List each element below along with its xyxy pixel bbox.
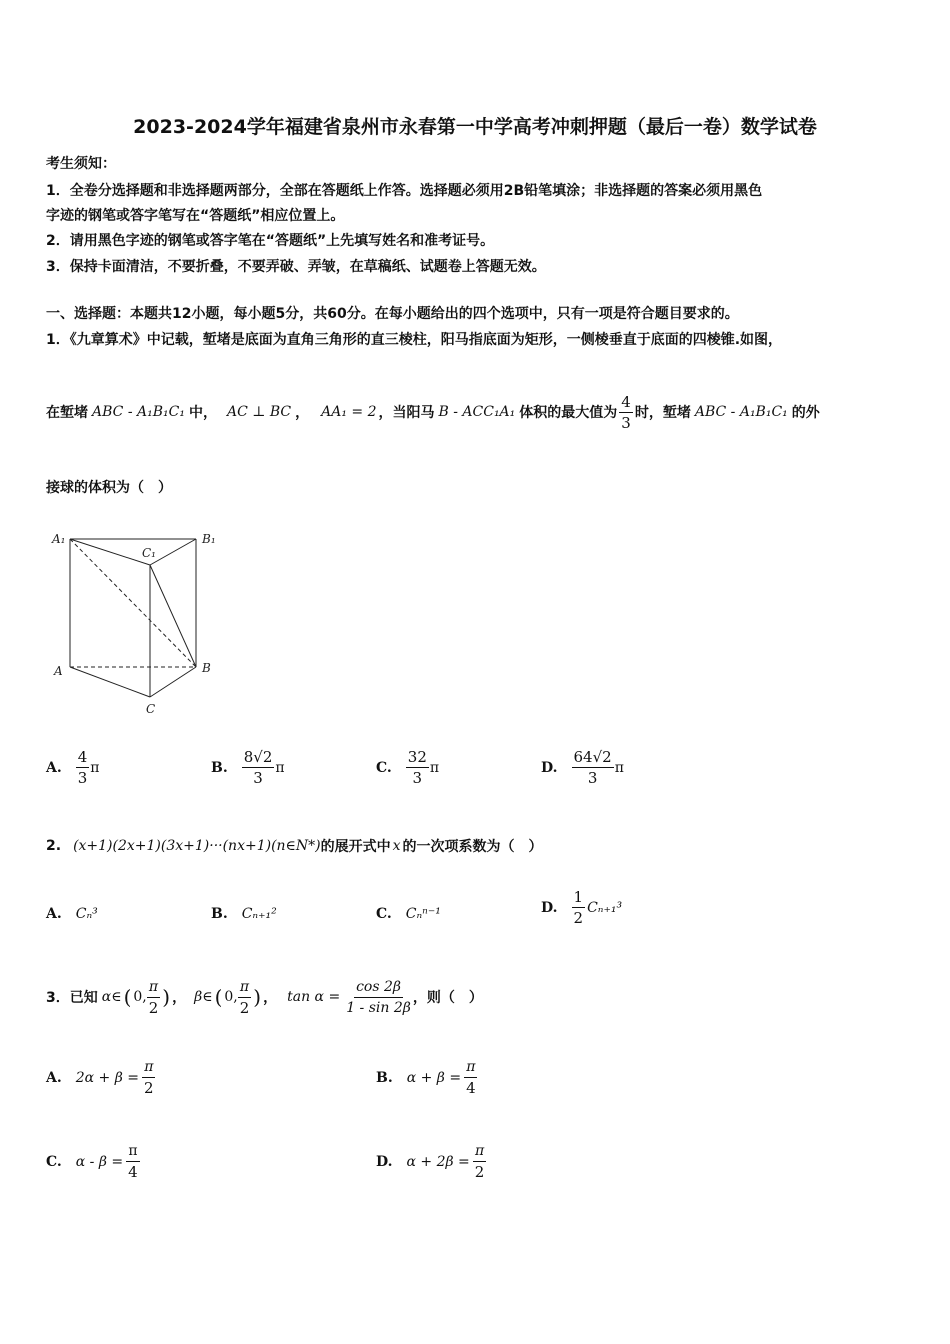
fraction-denominator: 3 (621, 413, 631, 432)
option-label: B. (211, 906, 228, 922)
option-fraction (126, 1142, 140, 1181)
q3-stem (46, 972, 483, 1022)
q3-interval-left: 0, (224, 989, 238, 1005)
q2-text: 的展开式中 (320, 839, 391, 855)
label-b1: B₁ (202, 532, 216, 546)
option-fraction (242, 748, 275, 787)
option-label: C. (376, 759, 392, 776)
option-label: B. (376, 1069, 393, 1086)
q2-math-var: x (392, 838, 401, 854)
q1-text: 体积的最大值为 (519, 405, 618, 421)
q3-tan-fraction (344, 978, 413, 1017)
q1-text: 时，堑堵 (634, 405, 691, 421)
fraction-numerator: 32 (407, 748, 427, 766)
fraction-denominator: 4 (466, 1079, 476, 1097)
option-fraction (76, 748, 90, 787)
notice-item-3: 3．保持卡面清洁，不要折叠，不要弄破、弄皱，在草稿纸、试题卷上答题无效。 (46, 259, 546, 275)
option-suffix: π (429, 759, 440, 776)
notice-item-1-cont: 字迹的钢笔或答字笔写在“答题纸”相应位置上。 (46, 208, 345, 224)
option-value: Cₙ₊₁² (241, 906, 277, 922)
prism-figure (48, 525, 228, 720)
edge-c1b (150, 565, 196, 667)
fraction-denominator: 1 - sin 2β (346, 999, 411, 1016)
question-number: 2. (46, 838, 62, 854)
option-label: C. (376, 906, 392, 922)
fraction-numerator: π (464, 1058, 477, 1078)
notice-item-1: 1．全卷分选择题和非选择题两部分，全部在答题纸上作答。选择题必须用2B铅笔填涂；非选择题的答案必须用黑色 (46, 183, 763, 199)
option-fraction (473, 1142, 487, 1181)
q1-volume-fraction (619, 393, 633, 432)
edge-a1c1 (70, 539, 150, 565)
fraction-denominator: 3 (587, 769, 598, 787)
option-label: A. (46, 1069, 62, 1086)
edge-a1b-hidden (70, 539, 196, 667)
option-suffix: π (275, 759, 285, 776)
fraction-denominator: 3 (77, 769, 88, 787)
option-fraction (572, 748, 614, 787)
edge-b1c1 (150, 539, 196, 565)
option-value: Cₙⁿ⁻¹ (405, 906, 441, 922)
fraction-numerator: π (126, 1142, 139, 1162)
q1-stem-line1: 1．《九章算术》中记载，堑堵是底面为直角三角形的直三棱柱，阳马指底面为矩形，一侧棱垂直于底面的四棱锥.如图， (46, 332, 783, 348)
q1-math-perp: AC ⊥ BC (226, 404, 292, 420)
fraction-denominator: 2 (148, 998, 159, 1017)
q1-text: ，当阳马 (378, 405, 435, 421)
label-c1: C₁ (142, 546, 156, 560)
q1-option-c[interactable] (376, 748, 439, 787)
q1-text: 中， (188, 405, 217, 421)
q1-stem-line3: 接球的体积为（ ） (46, 480, 172, 496)
q3-text: ，则（ ） (412, 990, 483, 1006)
notice-item-2: 2．请用黑色字迹的钢笔或答字笔在“答题纸”上先填写姓名和准考证号。 (46, 233, 495, 249)
fraction-numerator: π (238, 978, 251, 998)
option-suffix: π (90, 759, 100, 776)
q2-stem (46, 828, 543, 864)
paren-open: ( (214, 985, 223, 1009)
fraction-denominator: 2 (474, 1163, 485, 1181)
q1-stem-line2 (46, 388, 820, 436)
option-lhs: 2α + β = (75, 1069, 140, 1086)
option-suffix: π (614, 759, 624, 776)
fraction-denominator: 2 (239, 998, 250, 1017)
q3-text: 3．已知 (46, 990, 98, 1006)
q1-math-aa1: AA₁ = 2 (321, 404, 377, 420)
fraction-denominator: 4 (128, 1163, 138, 1181)
label-a: A (54, 664, 63, 678)
q3-option-b[interactable] (376, 1058, 478, 1097)
option-fraction (406, 748, 429, 787)
label-c: C (146, 702, 156, 716)
q3-interval-left: 0, (133, 989, 147, 1005)
q3-option-a[interactable] (46, 1058, 156, 1097)
label-a1: A₁ (52, 532, 66, 546)
fraction-denominator: 3 (412, 769, 423, 787)
option-label: A. (46, 759, 62, 776)
q1-math-pyramid: B - ACC₁A₁ (438, 404, 516, 420)
fraction-denominator: 3 (253, 769, 263, 787)
q3-math-beta-in: β∈ (194, 989, 213, 1005)
paren-close: ) (162, 985, 171, 1009)
fraction-numerator: 4 (621, 392, 631, 411)
edge-ac (70, 667, 150, 697)
q1-option-b[interactable] (211, 748, 285, 787)
q3-text: ， (172, 990, 187, 1006)
paren-open: ( (123, 985, 132, 1009)
fraction-denominator: 2 (144, 1079, 154, 1097)
page-title: 2023-2024学年福建省泉州市永春第一中学高考冲刺押题（最后一卷）数学试卷 (133, 116, 817, 138)
option-lhs: α + β = (406, 1069, 462, 1086)
fraction-denominator: 2 (573, 909, 584, 927)
q3-math-tan: tan α = (287, 989, 341, 1005)
q3-math-alpha-in: α∈ (101, 989, 122, 1005)
option-fraction (572, 888, 586, 927)
q1-text: 的外 (791, 405, 820, 421)
notice-heading: 考生须知： (46, 156, 116, 172)
paren-close: ) (253, 985, 262, 1009)
option-fraction (142, 1058, 156, 1097)
option-label: C. (46, 1153, 62, 1170)
q3-text: ， (263, 990, 278, 1006)
q2-math-expression: (x+1)(2x+1)(3x+1)···(nx+1)(n∈N*) (73, 838, 321, 854)
q2-option-b[interactable] (211, 906, 277, 922)
section-heading: 一、选择题：本题共12小题，每小题5分，共60分。在每小题给出的四个选项中，只有一项是符合题目要求的。 (46, 306, 739, 322)
fraction-numerator: π (473, 1142, 486, 1162)
fraction-numerator: π (147, 978, 160, 998)
q3-interval-fraction (147, 978, 161, 1017)
option-label: B. (211, 759, 228, 776)
option-lhs: α + 2β = (406, 1153, 470, 1170)
q1-text: ， (295, 405, 310, 421)
q1-math-prism: ABC - A₁B₁C₁ (92, 404, 185, 420)
q3-option-c[interactable] (46, 1142, 140, 1181)
option-label: D. (541, 899, 558, 916)
option-value: Cₙ₊₁³ (587, 899, 623, 916)
q1-option-d[interactable] (541, 748, 624, 787)
fraction-numerator: 4 (77, 748, 88, 766)
q2-option-c[interactable] (376, 906, 441, 922)
option-label: D. (376, 1153, 393, 1170)
q2-text: 的一次项系数为（ ） (402, 839, 543, 855)
q1-math-prism: ABC - A₁B₁C₁ (694, 404, 788, 420)
option-lhs: α - β = (75, 1153, 124, 1170)
option-label: D. (541, 759, 558, 776)
option-label: A. (46, 906, 62, 922)
option-value: Cₙ³ (75, 906, 98, 922)
q3-option-d[interactable] (376, 1142, 486, 1181)
q3-interval-fraction (238, 978, 252, 1017)
fraction-numerator: cos 2β (354, 978, 403, 998)
option-fraction (464, 1058, 478, 1097)
q2-option-a[interactable] (46, 906, 98, 922)
q2-option-d[interactable] (541, 888, 622, 927)
edge-bc (150, 667, 196, 697)
label-b: B (202, 661, 211, 675)
fraction-numerator: π (142, 1058, 155, 1078)
q1-text: 在堑堵 (46, 405, 88, 421)
q1-option-a[interactable] (46, 748, 100, 787)
fraction-numerator: 1 (573, 888, 584, 906)
fraction-numerator: 8√2 (243, 748, 273, 766)
fraction-numerator: 64√2 (573, 748, 612, 766)
